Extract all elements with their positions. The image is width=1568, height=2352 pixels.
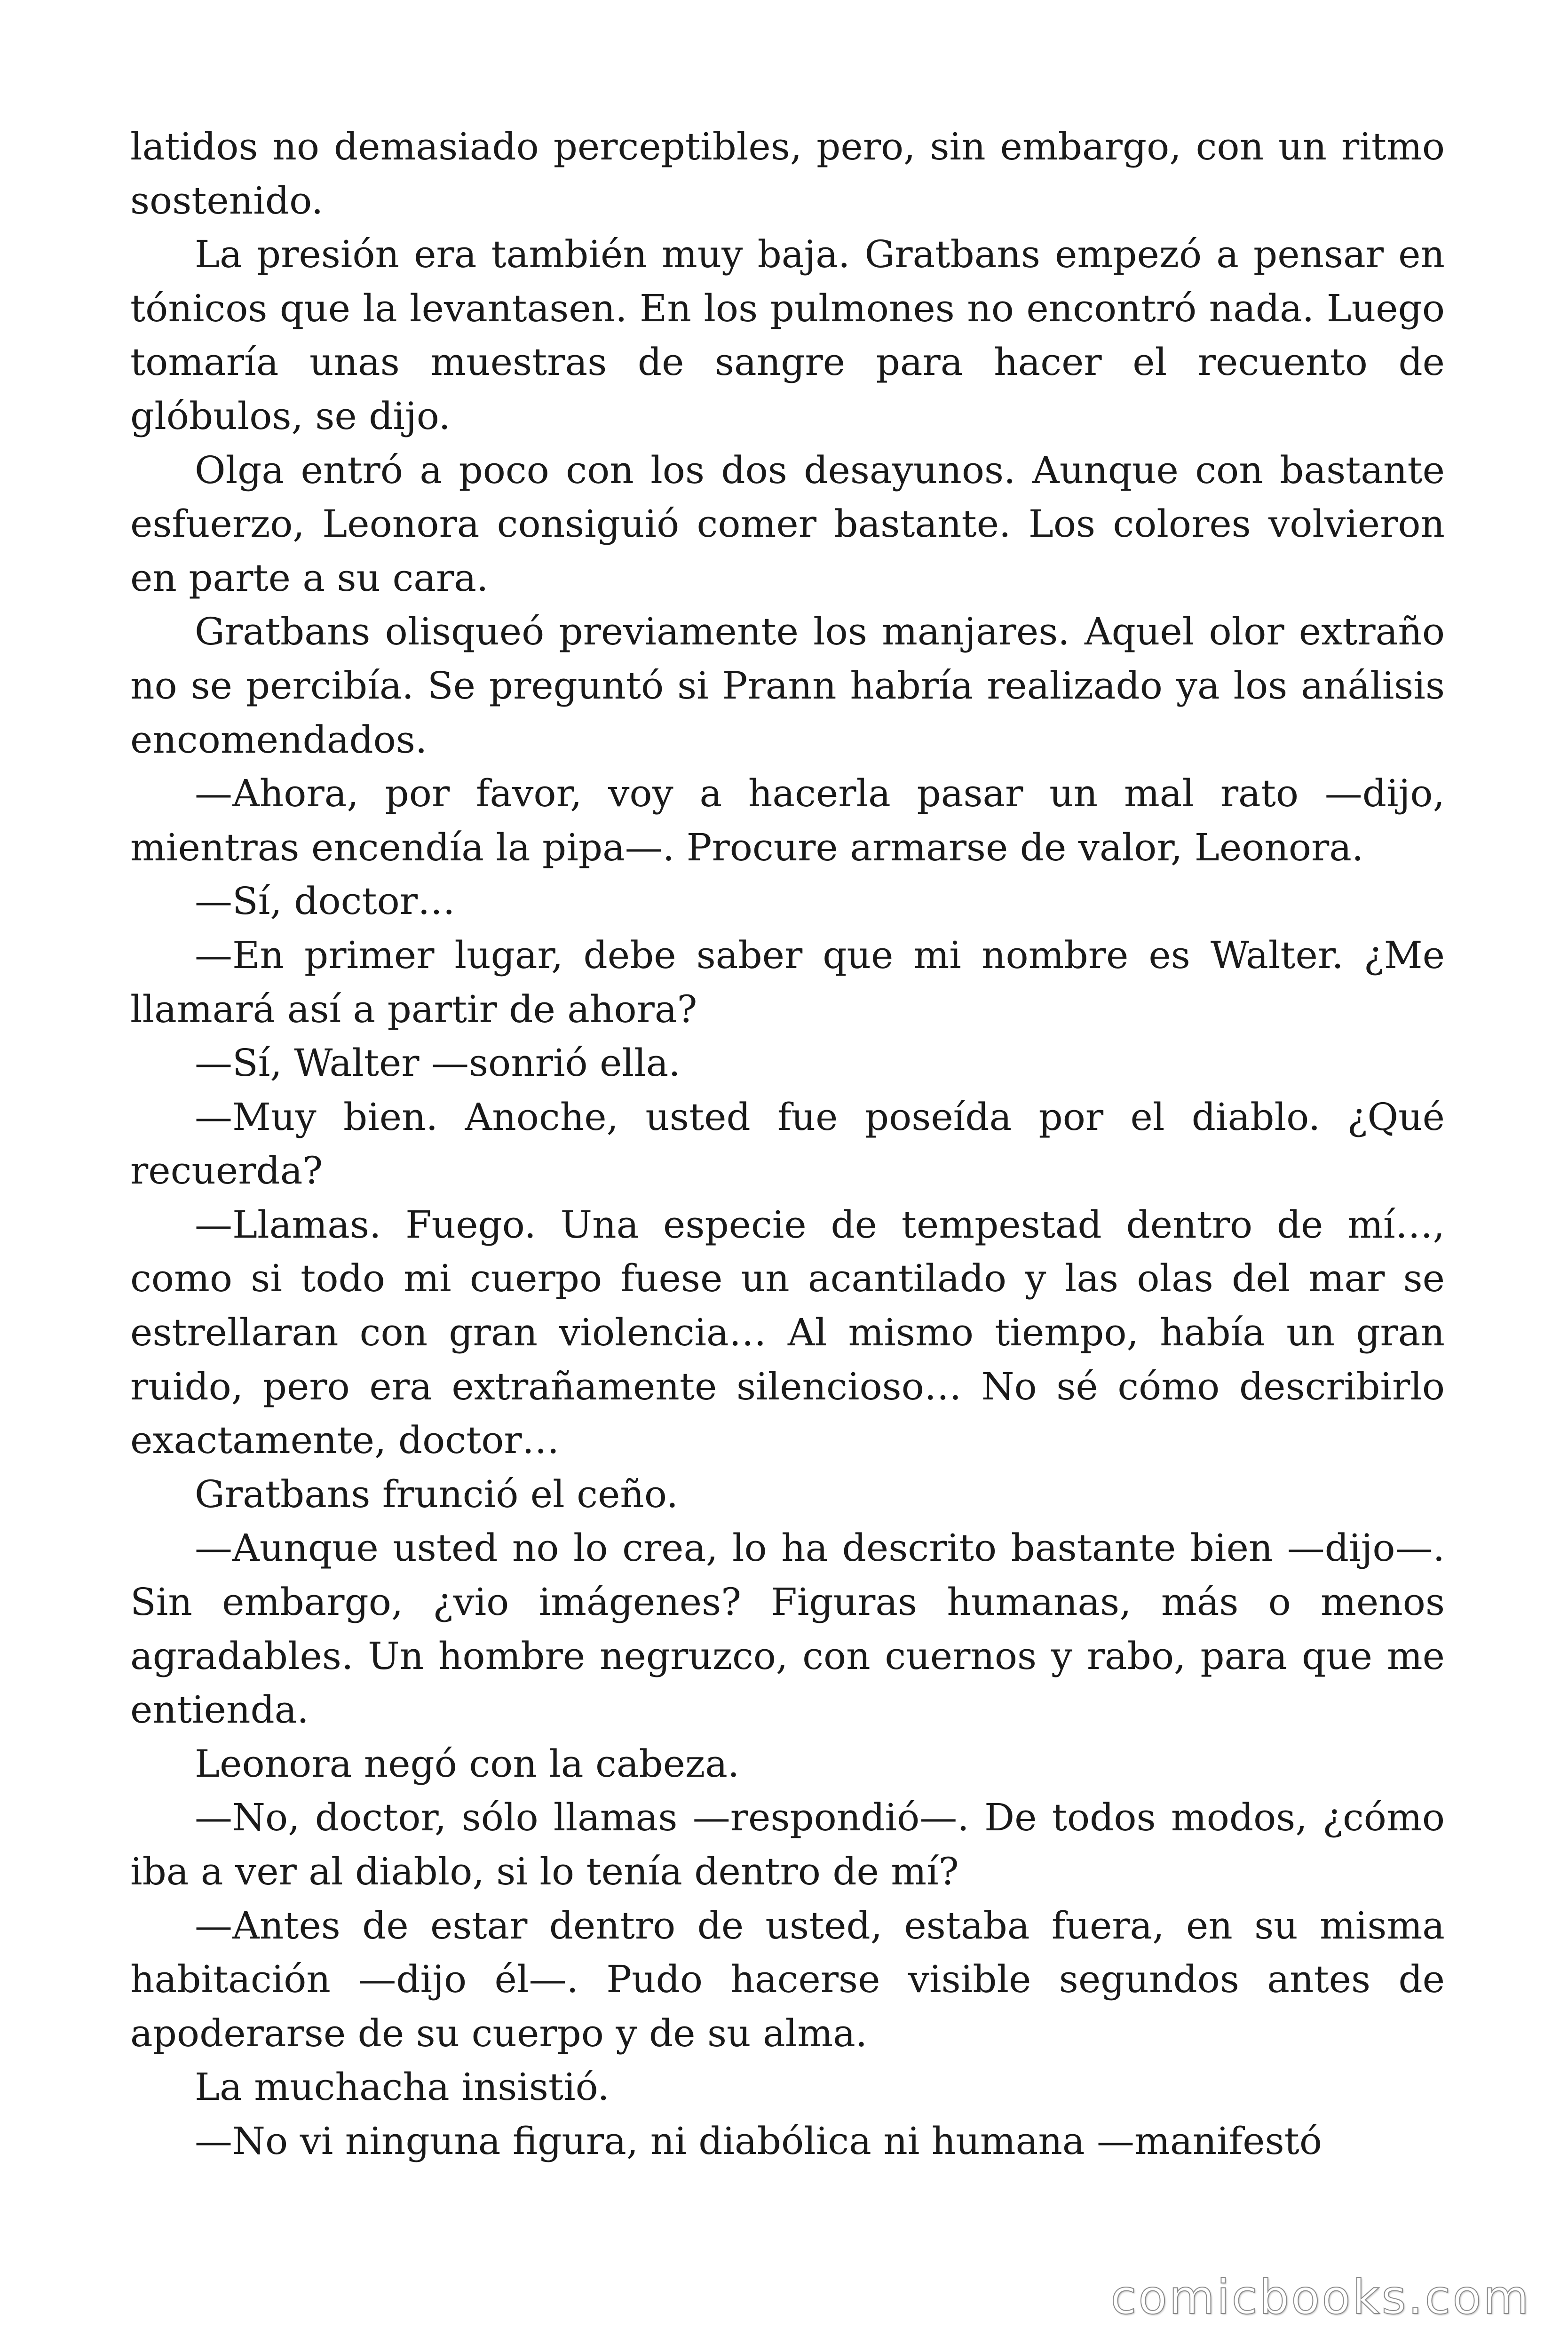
watermark: comicbooks.com <box>1110 2270 1531 2325</box>
paragraph: —Muy bien. Anoche, usted fue poseída por el diablo. ¿Qué recuerda? <box>130 1095 1445 1193</box>
paragraph: La muchacha insistió. <box>195 2065 610 2109</box>
paragraph: —Llamas. Fuego. Una especie de tempestad dentro de mí…, como si todo mi cuerpo fuese un acantilado y las olas del mar se estrellaran con gran violencia… Al mismo tiempo, había un gran ruido, pero era extrañamente silencioso… No sé cómo describirlo exactamente, doctor… <box>130 1202 1445 1462</box>
paragraph: Gratbans olisqueó previamente los manjares. Aquel olor extraño no se percibía. Se preguntó si Prann habría realizado ya los análisis encomendados. <box>130 610 1445 762</box>
paragraph: —No, doctor, sólo llamas —respondió—. De todos modos, ¿cómo iba a ver al diablo, si lo tenía dentro de mí? <box>130 1796 1445 1893</box>
paragraph: La presión era también muy baja. Gratbans empezó a pensar en tónicos que la levantasen. En los pulmones no encontró nada. Luego tomaría unas muestras de sangre para hacer el recuento de glóbulos, se dijo. <box>130 232 1445 438</box>
page-body <box>130 120 1445 2169</box>
paragraph: —Ahora, por favor, voy a hacerla pasar un mal rato —dijo, mientras encendía la pipa—. Procure armarse de valor, Leonora. <box>130 771 1445 869</box>
paragraph: —En primer lugar, debe saber que mi nombre es Walter. ¿Me llamará así a partir de ahora? <box>130 933 1445 1031</box>
paragraph: —Antes de estar dentro de usted, estaba fuera, en su misma habitación —dijo él—. Pudo hacerse visible segundos antes de apoderarse de su cuerpo y de su alma. <box>130 1903 1445 2055</box>
paragraph: —Aunque usted no lo crea, lo ha descrito bastante bien —dijo—. Sin embargo, ¿vio imágenes? Figuras humanas, más o menos agradables. Un hombre negruzco, con cuernos y rabo, para que me entienda. <box>130 1526 1445 1732</box>
paragraph: Gratbans frunció el ceño. <box>195 1472 679 1516</box>
paragraph: Leonora negó con la cabeza. <box>195 1741 740 1786</box>
paragraph: —Sí, Walter —sonrió ella. <box>195 1041 681 1085</box>
paragraph-last: —No vi ninguna figura, ni diabólica ni humana —manifestó <box>195 2119 1322 2163</box>
paragraph: —Sí, doctor… <box>195 879 455 923</box>
paragraph: Olga entró a poco con los dos desayunos. Aunque con bastante esfuerzo, Leonora consiguió comer bastante. Los colores volvieron en parte a su cara. <box>130 448 1445 600</box>
paragraph: latidos no demasiado perceptibles, pero, sin embargo, con un ritmo sostenido. <box>130 125 1445 222</box>
